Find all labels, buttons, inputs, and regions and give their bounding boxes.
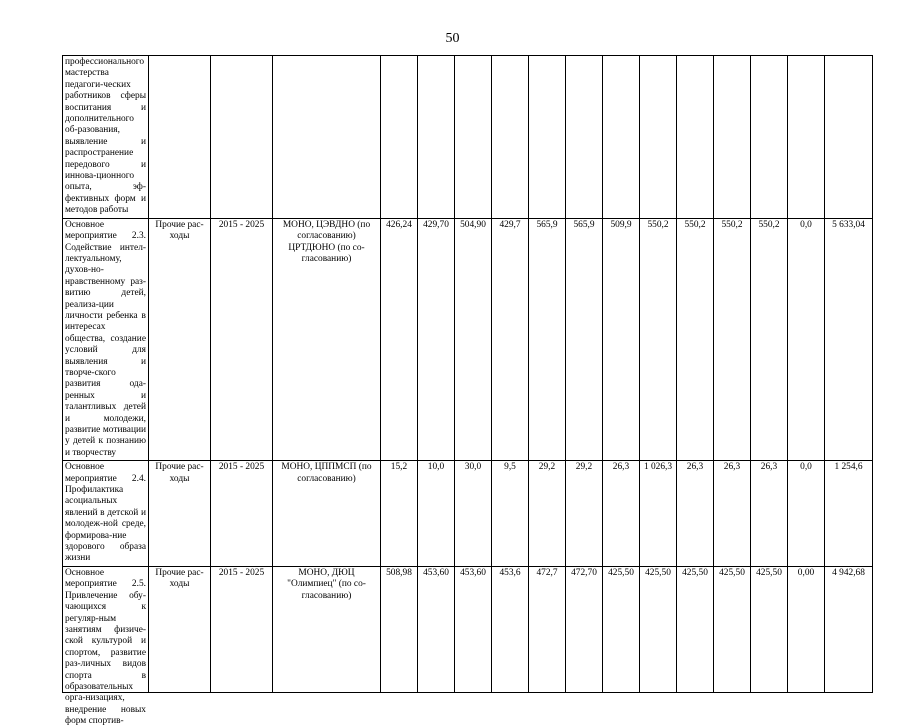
executor: МОНО, ЦППМСП (по согласованию) [273,461,381,567]
year-value: 26,3 [751,461,788,567]
row-total [825,56,873,219]
year-value: 453,60 [418,566,455,692]
row-total: 4 942,68 [825,566,873,692]
measure-description: Основное мероприятие 2.4. Профилактика асоциальных явлений в детской и молодеж-ной среде, формирова-ние здорового образа жизни [63,461,149,567]
funding-source: Прочие рас-ходы [149,461,211,567]
funding-source: Прочие рас-ходы [149,566,211,692]
year-value: 26,3 [714,461,751,567]
funding-source [149,56,211,219]
year-value: 550,2 [677,218,714,461]
year-value: 26,3 [603,461,640,567]
executor: МОНО, ЦЭВДНО (по согласованию) ЦРТДЮНО (по со-гласованию) [273,218,381,461]
year-value: 425,50 [640,566,677,692]
executor: МОНО, ДЮЦ "Олимпиец" (по со-гласованию) [273,566,381,692]
year-value [529,56,566,219]
year-value: 0,0 [788,218,825,461]
year-value [751,56,788,219]
period [211,56,273,219]
table-row [63,461,873,567]
funding-source: Прочие рас-ходы [149,218,211,461]
year-value: 426,24 [381,218,418,461]
year-value: 425,50 [677,566,714,692]
year-value [566,56,603,219]
executor [273,56,381,219]
year-value [381,56,418,219]
table-body [63,56,873,727]
table-row [63,56,873,219]
year-value [603,56,640,219]
year-value: 29,2 [566,461,603,567]
period: 2015 - 2025 [211,218,273,461]
measure-description: профессионального мастерства педагоги-ческих работников сферы воспитания и дополнительного об-разования, выявление и распространение передового и иннова-ционного опыта, эф-фективных форм и методов работы [63,56,149,219]
measure-description [63,566,149,727]
page-number: 50 [445,31,460,46]
year-value: 26,3 [677,461,714,567]
year-value: 0,0 [788,461,825,567]
year-value: 565,9 [566,218,603,461]
year-value: 29,2 [529,461,566,567]
year-value [455,56,492,219]
year-value: 10,0 [418,461,455,567]
table-row [63,566,873,692]
year-value: 15,2 [381,461,418,567]
period: 2015 - 2025 [211,566,273,692]
year-value: 9,5 [492,461,529,567]
year-value: 425,50 [714,566,751,692]
year-value: 429,70 [418,218,455,461]
year-value: 425,50 [603,566,640,692]
measure-description-text: Основное мероприятие 2.5. Привлечение обу-чающихся к регуляр-ным занятиям физиче-ской культурой и спортом, развитие раз-личных видов спорта в образовательных орга-низациях, внедрение новых форм спортив- [65,567,146,727]
year-value [418,56,455,219]
year-value: 550,2 [751,218,788,461]
year-value [714,56,751,219]
year-value: 565,9 [529,218,566,461]
period: 2015 - 2025 [211,461,273,567]
year-value [788,56,825,219]
year-value: 425,50 [751,566,788,692]
year-value: 508,98 [381,566,418,692]
year-value: 30,0 [455,461,492,567]
measure-description: Основное мероприятие 2.3. Содействие интел-лектуальному, духов-но-нравственному раз-витию детей, реализа-ции личности ребенка в интересах общества, создание условий для выявления и творче-ского развития ода-ренных и талантливых детей и молодежи, развитие мотивации у детей к познанию и творчеству [63,218,149,461]
year-value: 1 026,3 [640,461,677,567]
year-value [492,56,529,219]
row-total: 5 633,04 [825,218,873,461]
year-value: 429,7 [492,218,529,461]
year-value: 472,70 [566,566,603,692]
year-value [640,56,677,219]
year-value: 453,60 [455,566,492,692]
year-value: 550,2 [714,218,751,461]
year-value: 504,90 [455,218,492,461]
table-row [63,218,873,461]
budget-table [62,55,873,727]
year-value [677,56,714,219]
year-value: 472,7 [529,566,566,692]
year-value: 550,2 [640,218,677,461]
year-value: 0,00 [788,566,825,692]
year-value: 509,9 [603,218,640,461]
year-value: 453,6 [492,566,529,692]
row-total: 1 254,6 [825,461,873,567]
